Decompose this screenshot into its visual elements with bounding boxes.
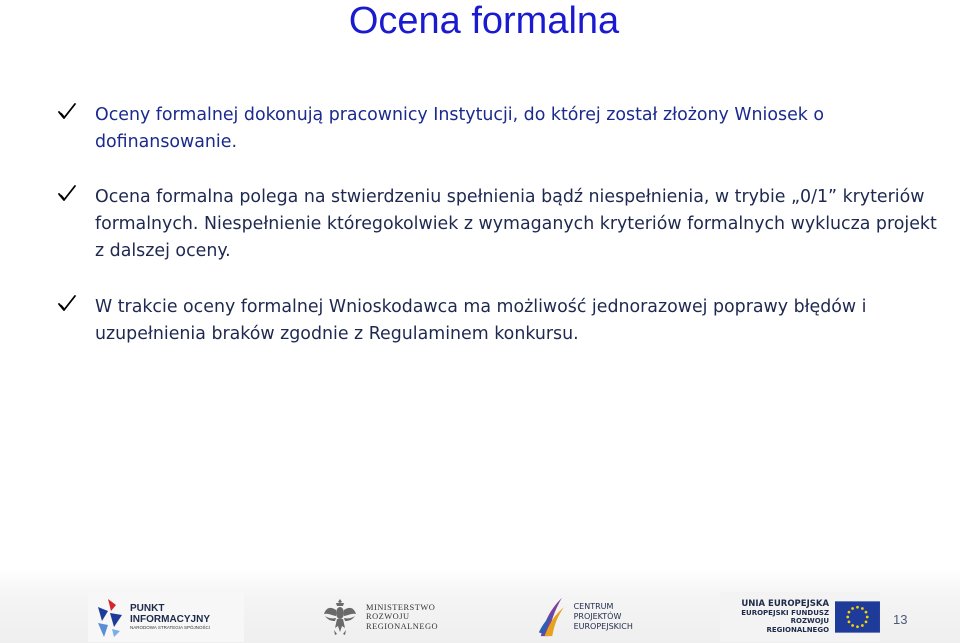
- checkmark-icon: [57, 184, 77, 204]
- centrum-line1: CENTRUM PROJEKTÓW: [573, 602, 622, 621]
- unia-line1: UNIA EUROPEJSKA: [741, 599, 830, 609]
- punkt-line1: PUNKT: [130, 603, 165, 614]
- cpe-swirl-icon: [535, 593, 568, 641]
- bullet-item: [57, 184, 937, 265]
- punkt-line2: INFORMACYJNY: [130, 614, 211, 625]
- unia-europejska-logo: [720, 592, 880, 642]
- unia-line3: ROZWOJU REGIONALNEGO: [766, 617, 830, 634]
- unia-line2: EUROPEJSKI FUNDUSZ: [741, 608, 830, 617]
- bullet-item: [57, 102, 937, 156]
- ministerstwo-line2: ROZWOJU: [366, 612, 410, 622]
- bullet-text: W trakcie oceny formalnej Wnioskodawca ma możliwość jednorazowej poprawy błędów i uzupełnienia braków zgodnie z Regulaminem konkursu.: [95, 297, 867, 344]
- eu-flag-icon: [835, 601, 880, 633]
- punkt-informacyjny-logo: [88, 592, 244, 642]
- punkt-line3: NARODOWA STRATEGIA SPÓJNOŚCI: [130, 625, 211, 630]
- footer-logos: [0, 568, 960, 643]
- bullet-item: [57, 294, 937, 348]
- ministerstwo-line1: MINISTERSTWO: [366, 602, 436, 612]
- nss-emblem-icon: [94, 595, 124, 639]
- ministerstwo-line3: REGIONALNEGO: [366, 621, 439, 631]
- slide-title: Ocena formalna: [348, 0, 620, 42]
- eagle-emblem-icon: [322, 596, 358, 638]
- checkmark-icon: [57, 294, 77, 314]
- centrum-line2: EUROPEJSKICH: [573, 622, 633, 631]
- centrum-projektow-logo: [535, 592, 660, 642]
- ministerstwo-logo: [322, 592, 452, 642]
- bullet-text: Ocena formalna polega na stwierdzeniu spełnienia bądź niespełnienia, w trybie „0/1” kryteriów formalnych. Niespełnienie któregokolwiek z wymaganych kryteriów formalnych wyklucza projekt z dalszej oceny.: [95, 187, 937, 261]
- bullet-text: Oceny formalnej dokonują pracownicy Instytucji, do której został złożony Wniosek o dofinansowanie.: [95, 105, 825, 152]
- page-number: 13: [893, 612, 908, 627]
- checkmark-icon: [57, 102, 77, 122]
